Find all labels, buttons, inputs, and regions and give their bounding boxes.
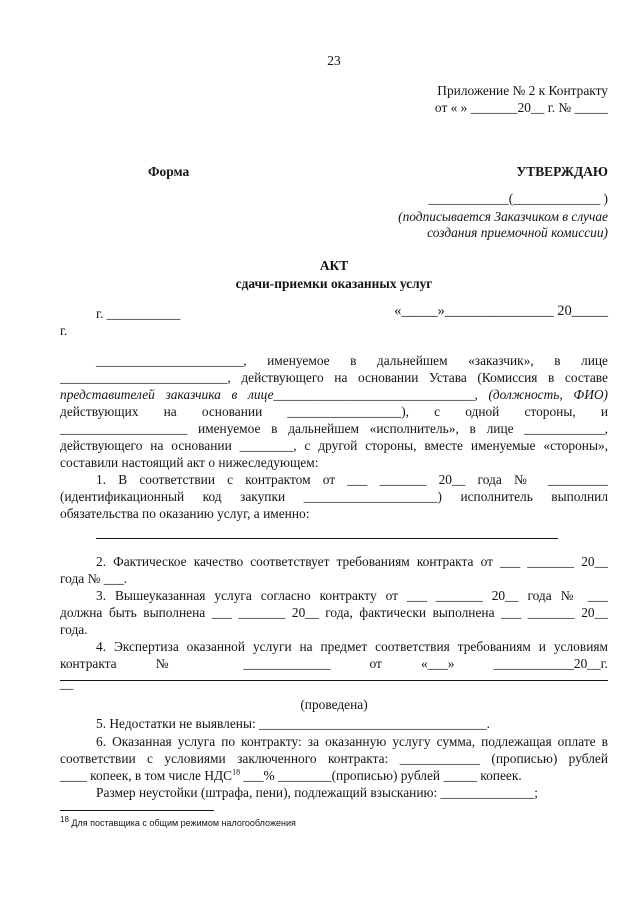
- item-6-line-3-start: ____ копеек, в том числе НДС: [60, 768, 233, 783]
- approve-label: УТВЕРЖДАЮ: [516, 164, 608, 179]
- party-line-2: _________________________, действующего на основании Устава (Комиссия в составе: [60, 370, 608, 385]
- place-city: г. ___________: [96, 306, 181, 321]
- item-6-line-3: [60, 767, 608, 784]
- approval-note-line-1: (подписывается Заказчиком в случае: [398, 209, 608, 224]
- item-1-line-2: (идентификационный код закупки ____________________) исполнитель выполнил: [60, 489, 608, 504]
- party-line-4: действующих на основании _________________), с одной стороны, и: [60, 404, 608, 419]
- item-1-line-3: обязательства по оказанию услуг, а именно:: [60, 506, 310, 521]
- penalty-line: Размер неустойки (штрафа, пени), подлежащий взысканию: ______________;: [96, 785, 539, 800]
- page-number: 23: [327, 53, 341, 68]
- form-label: Форма: [148, 164, 190, 179]
- footnote-text: Для поставщика с общим режимом налогообложения: [68, 818, 296, 828]
- signature-line: ____________(_____________ ): [428, 191, 608, 206]
- party-line-3: представителей заказчика в лице______________________________, (должность, ФИО): [60, 387, 608, 402]
- appendix-line-2: от « » _______20__ г. № _____: [434, 100, 608, 115]
- item-3-line-3: года.: [60, 622, 88, 637]
- item-3-line-1: 3. Вышеуказанная услуга согласно контракту от ___ _______ 20__ года № ___: [96, 588, 608, 603]
- conducted-note: (проведена): [300, 697, 368, 712]
- appendix-line-1: Приложение № 2 к Контракту: [437, 83, 608, 98]
- party-line-6: действующего на основании ________, с другой стороны, вместе именуемые «стороны»,: [60, 438, 608, 453]
- approval-note-line-2: создания приемочной комиссии): [427, 225, 608, 240]
- item-6-line-1: 6. Оказанная услуга по контракту: за оказанную услугу сумма, подлежащая оплате в: [96, 734, 608, 749]
- footnote-separator: [60, 810, 214, 811]
- party-line-1: ______________________, именуемое в дальнейшем «заказчик», в лице: [96, 353, 608, 368]
- party-line-5: ___________________ именуемое в дальнейшем «исполнитель», в лице ____________,: [60, 421, 608, 436]
- city-suffix: г.: [60, 323, 68, 338]
- item-1-line-1: 1. В соответствии с контрактом от ___ _______ 20__ года № _________: [96, 472, 608, 487]
- party-line-7: составили настоящий акт о нижеследующем:: [60, 455, 319, 470]
- act-title: АКТ: [319, 258, 349, 273]
- item-6-line-3-end: ___% ________(прописью) рублей _____ копеек.: [240, 768, 522, 783]
- footnote-ref-18: 18: [232, 767, 241, 777]
- place-date: «_____»_______________ 20_____: [394, 303, 608, 319]
- item-4-line-2: контракта № _____________ от «___» ____________20__г.: [60, 656, 608, 671]
- footnote: [60, 815, 296, 828]
- act-subtitle: сдачи-приемки оказанных услуг: [235, 276, 433, 291]
- item-4-line-3: __: [60, 676, 74, 691]
- item-4-line-1: 4. Экспертиза оказанной услуги на предмет соответствия требованиям и условиям: [96, 639, 608, 654]
- item-2-line-2: года № ___.: [60, 571, 128, 586]
- services-blank-line: [96, 538, 558, 539]
- item-3-line-2: должна быть выполнена ___ _______ 20__ года, фактически выполнена ___ _______ 20__: [60, 605, 608, 620]
- item-5-line: 5. Недостатки не выявлены: __________________________________.: [96, 716, 491, 731]
- item-6-line-2: соответствии с условиями заключенного контракта: ____________ (прописью) рублей: [60, 751, 608, 766]
- item-2-line-1: 2. Фактическое качество соответствует требованиям контракта от ___ _______ 20__: [96, 554, 608, 569]
- footnote-mark: 18: [60, 815, 69, 824]
